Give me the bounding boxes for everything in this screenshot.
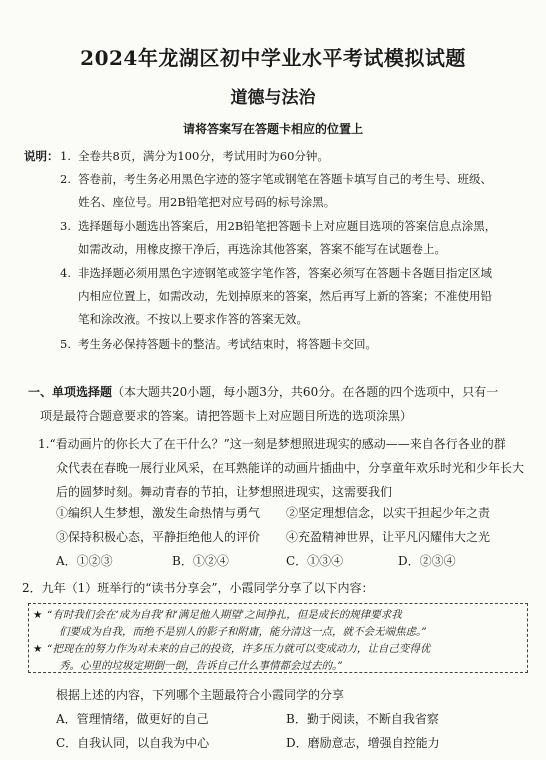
subject-title: 道德与法治	[230, 88, 316, 108]
question-2-ask: 根据上述的内容，下列哪个主题最符合小霞同学的分享	[56, 688, 345, 702]
note-number: 3.	[60, 219, 71, 233]
statement-item: ③保持积极心态，平静拒绝他人的评价	[56, 530, 261, 544]
quote-line: “把现在的努力作为对未来的自己的投资，许多压力就可以变成动力，让自己变得优	[47, 643, 431, 655]
statement-item: ④充盈精神世界，让平凡闪耀伟大之光	[286, 530, 491, 544]
note-line: 如需改动，用橡皮擦干净后，再选涂其他答案，答案不能写在试题卷上。	[78, 242, 446, 256]
question-stem-line: 1.“看动画片的你长大了在干什么？”这一刻是梦想照进现实的感动——来自各行各业的群	[38, 437, 506, 451]
question-1	[38, 432, 538, 504]
quote-line: “有时我们会在‘成为自我’和‘满足他人期望’之间挣扎，但是成长的规律要求我	[47, 609, 402, 621]
answer-choice-d[interactable]: D．磨励意志，增强自控能力	[286, 736, 440, 750]
answer-instruction: 请将答案写在答题卡相应的位置上	[182, 122, 363, 136]
statement-item: ②坚定理想信念，以实干担起少年之责	[286, 506, 491, 520]
section-desc-line: 项是最符合题意要求的答案。请把答题卡上对应题目所选的选项涂黑）	[40, 409, 413, 423]
question-2-stem: 2．九年（1）班举行的“读书分享会”，小霞同学分享了以下内容：	[22, 581, 374, 595]
note-number: 1.	[60, 149, 71, 163]
note-line: 全卷共8页，满分为100分，考试用时为60分钟。	[78, 149, 329, 163]
quote-line: 们要成为自我，而绝不是别人的影子和附庸，能分清这一点，就不会无端焦虑。”	[59, 626, 427, 638]
note-line: 内相应位置上，如需改动，先划掉原来的答案，然后再写上新的答案；不准使用铅	[78, 289, 492, 303]
statement-item: ①编织人生梦想，激发生命热情与勇气	[56, 506, 261, 520]
star-icon: ★	[33, 609, 43, 621]
note-line: 笔和涂改液。不按以上要求作答的答案无效。	[78, 312, 308, 326]
note-line: 考生务必保持答题卡的整洁。考试结束时，将答题卡交回。	[78, 337, 377, 351]
section-prefix: 一、	[28, 385, 53, 399]
answer-choice-b[interactable]: B．勤于阅读，不断自我省察	[286, 712, 439, 726]
exam-title: 2024年龙湖区初中学业水平考试模拟试题	[80, 46, 466, 70]
answer-choice-d[interactable]: D．②③④	[398, 554, 456, 568]
note-number: 5.	[60, 337, 71, 351]
question-stem-line: 后的圆梦时刻。舞动青春的节拍，让梦想照进现实，这需要我们	[56, 485, 393, 499]
notes-label: 说明：	[24, 149, 59, 163]
note-line: 选择题每小题选出答案后，用2B铅笔把答题卡上对应题目选项的答案信息点涂黑，	[78, 219, 497, 233]
note-line: 姓名、座位号。用2B铅笔把对应号码的标号涂黑。	[78, 195, 336, 209]
section-heading	[28, 380, 528, 428]
note-line: 非选择题必须用黑色字迹钢笔或签字笔作答，答案必须写在答题卡各题目指定区域	[78, 266, 492, 280]
answer-choice-b[interactable]: B．①②④	[172, 554, 229, 568]
answer-choice-c[interactable]: C．自我认同，以自我为中心	[56, 736, 210, 750]
answer-choice-a[interactable]: A．①②③	[56, 554, 113, 568]
note-line: 答卷前，考生务必用黑色字迹的签字笔或钢笔在答题卡填写自己的考生号、班级、	[78, 172, 492, 186]
question-stem-line: 众代表在春晚一展行业风采，在耳熟能详的动画片插曲中，分享童年欢乐时光和少年长大	[56, 461, 525, 475]
note-number: 2.	[60, 172, 71, 186]
quote-line: 秀。心里的垃圾定期倒一倒，告诉自己什么事情都会过去的。”	[59, 660, 343, 672]
answer-choice-a[interactable]: A．管理情绪，做更好的自己	[56, 712, 209, 726]
section-name: 单项选择题	[52, 385, 113, 399]
quote-box	[28, 603, 528, 673]
note-number: 4.	[60, 266, 71, 280]
answer-choice-c[interactable]: C．①③④	[286, 554, 344, 568]
section-desc-line: （本大题共20小题，每小题3分，共60分。在各题的四个选项中，只有一	[112, 385, 499, 399]
star-icon: ★	[33, 643, 43, 655]
